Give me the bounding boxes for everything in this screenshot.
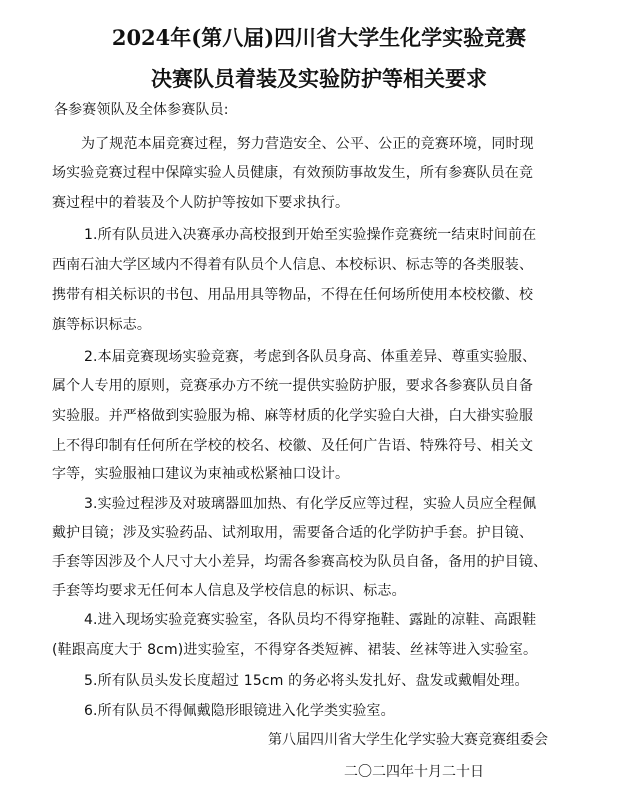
document-title-line-1: 2024年(第八届)四川省大学生化学实验竞赛 xyxy=(111,25,527,50)
paragraph-line: 属个人专用的原则，竞赛承办方不统一提供实验防护服，要求各参赛队员自备 xyxy=(52,378,534,394)
paragraph-line: 赛过程中的着装及个人防护等按如下要求执行。 xyxy=(52,195,350,211)
paragraph-line: 携带有相关标识的书包、用品用具等物品，不得在任何场所使用本校校徽、校 xyxy=(52,287,534,303)
document-title-line-2: 决赛队员着装及实验防护等相关要求 xyxy=(151,66,487,91)
paragraph-line: 1.所有队员进入决赛承办高校报到开始至实验操作竞赛统一结束时间前在 xyxy=(84,227,537,243)
paragraph-line: 6.所有队员不得佩戴隐形眼镜进入化学类实验室。 xyxy=(84,703,395,719)
paragraph-line: 2.本届竞赛现场实验竞赛，考虑到各队员身高、体重差异、尊重实验服、 xyxy=(84,349,537,365)
paragraph-line: 字等，实验服袖口建议为束袖或松紧袖口设计。 xyxy=(52,466,350,482)
signature-organization: 第八届四川省大学生化学实验大赛竞赛组委会 xyxy=(268,732,548,748)
paragraph-line: 旗等标识标志。 xyxy=(52,317,152,333)
paragraph-line: 戴护目镜；涉及实验药品、试剂取用，需要备合适的化学防护手套。护目镜、 xyxy=(52,525,534,541)
signature-date: 二〇二四年十月二十日 xyxy=(344,764,484,780)
paragraph-line: 3.实验过程涉及对玻璃器皿加热、有化学反应等过程，实验人员应全程佩 xyxy=(84,496,537,512)
paragraph-line: 实验服。并严格做到实验服为棉、麻等材质的化学实验白大褂，白大褂实验服 xyxy=(52,408,534,424)
paragraph-line: 5.所有队员头发长度超过 15cm 的务必将头发扎好、盘发或戴帽处理。 xyxy=(84,673,529,689)
paragraph-line: 手套等因涉及个人尺寸大小差异，均需各参赛高校为队员自备，备用的护目镜、 xyxy=(52,554,548,570)
paragraph-line: 场实验竞赛过程中保障实验人员健康，有效预防事故发生，所有参赛队员在竞 xyxy=(52,165,534,181)
paragraph-line: 手套等均要求无任何本人信息及学校信息的标识、标志。 xyxy=(52,583,406,599)
paragraph-line: 为了规范本届竞赛过程，努力营造安全、公平、公正的竞赛环境，同时现 xyxy=(81,136,534,152)
salutation: 各参赛领队及全体参赛队员: xyxy=(54,102,229,118)
paragraph-line: 西南石油大学区域内不得着有队员个人信息、本校标识、标志等的各类服装、 xyxy=(52,257,534,273)
paragraph-line: 上不得印制有任何所在学校的校名、校徽、及任何广告语、特殊符号、相关文 xyxy=(52,438,534,454)
paragraph-line: (鞋跟高度大于 8cm)进实验室，不得穿各类短裤、裙装、丝袜等进入实验室。 xyxy=(52,642,538,658)
paragraph-line: 4.进入现场实验竞赛实验室，各队员均不得穿拖鞋、露趾的凉鞋、高跟鞋 xyxy=(84,612,537,628)
